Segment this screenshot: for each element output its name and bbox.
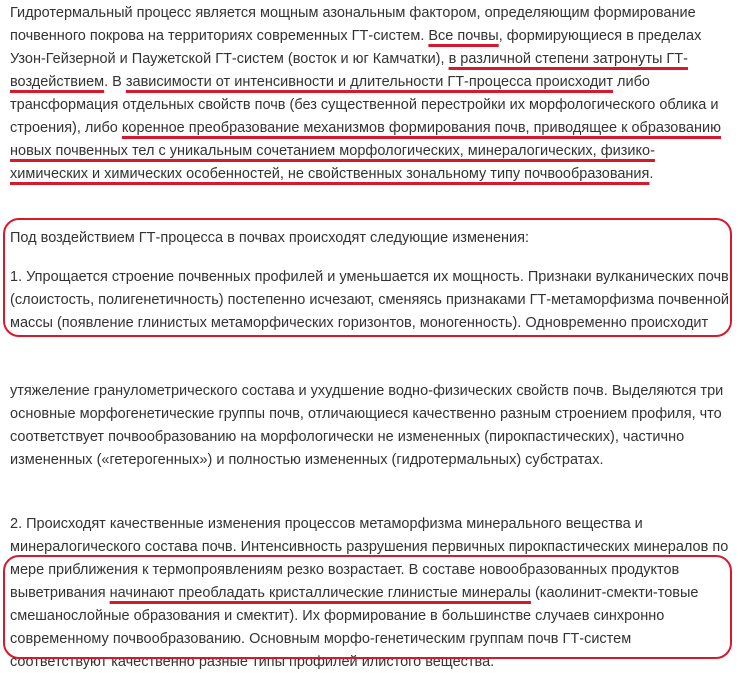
paragraph-point-1-continued: утяжеление гранулометрического состава и ухудшение водно-физических свойств почв. Выделяются три основные морфогенетические группы почв, отличающиеся качественно разным строением профиля, что соответствует почвообразованию на морфологически не измененных (пирокпастических), частично измененных («гетерогенных») и полностью измененных (гидротермальных) субстратах.	[10, 383, 724, 468]
point2-text-1: 2. Происходят качественные изменения процессов метаморфизма минерального вещества и минералогического состава почв. Интенсивность разрушения первичных пирокпастических минералов по мере приближения к термопроявлениям резко возрастает. В составе новообразованных продуктов выветривания	[10, 516, 729, 601]
paragraph-changes-intro: Под воздействием ГТ-процесса в почвах происходят следующие изменения:	[10, 230, 530, 246]
paragraph-point-1: 1. Упрощается строение почвенных профилей и уменьшается их мощность. Признаки вулканических почв (слоистость, полигенетичность) постепенно исчезают, сменяясь признаками ГТ-метаморфизма почвенной массы (появление глинистых метаморфических горизонтов, моногенность). Одновременно происходит	[10, 269, 729, 331]
point2-text-2: (каолинит-смекти-товые смешанослойные образования и смектит). Их формирование в большинстве случаев синхронно современному почвообразованию. Основным морфо-генетическим группам почв ГТ-систем соответствуют качественно разные типы профилей илистого вещества.	[10, 585, 699, 670]
highlight-all-soils: Все почвы	[428, 28, 499, 44]
intro-text-3: . В	[104, 74, 126, 90]
paragraph-intro	[10, 2, 730, 186]
intro-text-4: либо трансформация отдельных свойств почв (без существенной перестройки их морфологического облика и строения), либо	[10, 74, 719, 136]
paragraph-point-2	[10, 513, 730, 674]
highlight-dependence: зависимости от интенсивности и длительности ГТ-процесса происходит	[125, 74, 614, 90]
highlight-affected: в различной степени затронуты ГТ-воздействием	[10, 51, 688, 90]
intro-text-5: .	[649, 166, 654, 182]
intro-text-1: Гидротермальный процесс является мощным азональным фактором, определяющим формирование почвенного покрова на территориях современных ГТ-систем.	[10, 5, 696, 44]
intro-text-2: , формирующиеся в пределах Узон-Гейзерной и Паужетской ГТ-систем (восток и юг Камчатки),	[10, 28, 702, 67]
highlight-transformation: коренное преобразование механизмов формирования почв, приводящее к образованию новых почвенных тел с уникальным сочетанием морфологических, минералогических, физико-химических и химических особенностей, не свойственных зональному типу почвообразования	[10, 120, 721, 182]
highlight-clay-minerals: начинают преобладать кристаллические глинистые минералы	[109, 585, 531, 601]
